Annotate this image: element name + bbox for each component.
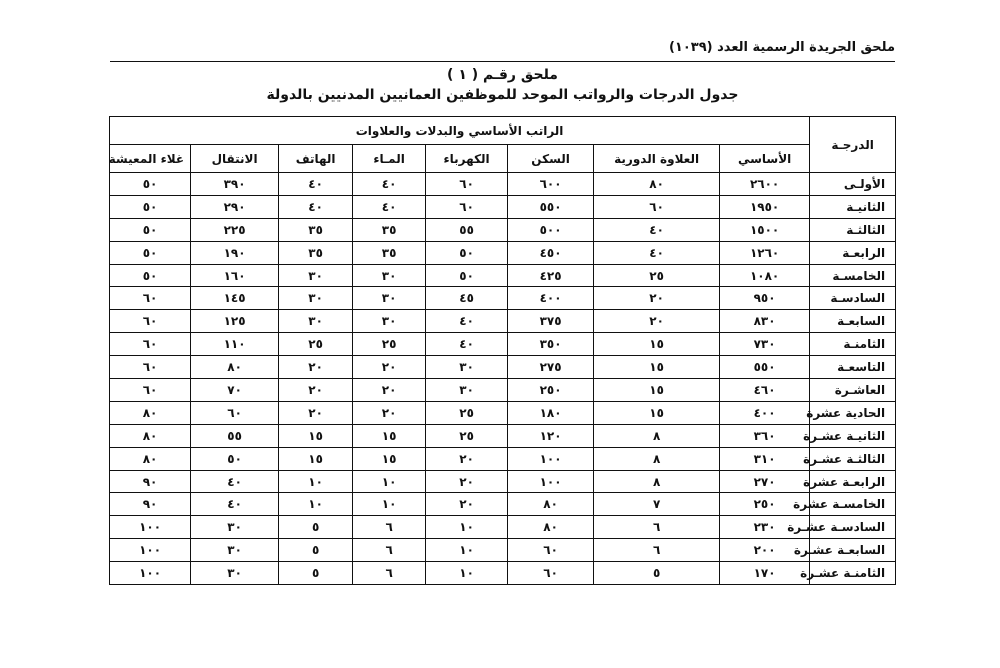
cell-increment: ١٥ [594,356,720,379]
cell-electricity: ٣٠ [426,356,508,379]
cell-basic: ٣٦٠ [720,424,810,447]
cell-electricity: ٦٠ [426,173,508,196]
cell-phone: ٢٠ [279,379,353,402]
table-row [110,241,896,264]
cell-housing: ١٠٠ [508,470,594,493]
cell-grade: السابعـة عشـرة [810,539,896,562]
cell-water: ٦ [353,562,426,585]
cell-increment: ٢٠ [594,310,720,333]
cell-transport: ٤٠ [191,470,279,493]
cell-water: ١٠ [353,493,426,516]
cell-grade: التاسعـة [810,356,896,379]
cell-grade: الخامسـة عشرة [810,493,896,516]
cell-cola: ٩٠ [110,470,191,493]
cell-phone: ١٥ [279,424,353,447]
cell-grade: الثامنـة عشـرة [810,562,896,585]
col-header-group: الراتب الأساسي والبدلات والعلاوات [110,117,810,145]
cell-housing: ٤٥٠ [508,241,594,264]
cell-housing: ٤٢٥ [508,264,594,287]
cell-transport: ١١٠ [191,333,279,356]
table-row [110,447,896,470]
cell-cola: ٩٠ [110,493,191,516]
header-row-group [110,117,896,145]
table-row [110,218,896,241]
cell-phone: ٤٠ [279,173,353,196]
cell-water: ١٥ [353,424,426,447]
cell-cola: ٨٠ [110,424,191,447]
col-header-phone: الهاتف [279,145,353,173]
cell-increment: ١٥ [594,333,720,356]
cell-housing: ٢٧٥ [508,356,594,379]
cell-basic: ٤٦٠ [720,379,810,402]
table-row [110,562,896,585]
cell-basic: ٧٣٠ [720,333,810,356]
table-row [110,287,896,310]
cell-basic: ٨٣٠ [720,310,810,333]
table-row [110,470,896,493]
cell-cola: ٦٠ [110,310,191,333]
cell-cola: ٦٠ [110,356,191,379]
cell-water: ٦ [353,539,426,562]
cell-increment: ٧ [594,493,720,516]
cell-housing: ٨٠ [508,493,594,516]
cell-cola: ٥٠ [110,241,191,264]
cell-water: ٣٠ [353,310,426,333]
cell-electricity: ٢٠ [426,493,508,516]
cell-electricity: ٥٠ [426,264,508,287]
cell-cola: ٨٠ [110,447,191,470]
cell-increment: ٤٠ [594,218,720,241]
cell-phone: ٣٠ [279,310,353,333]
cell-electricity: ٢٠ [426,470,508,493]
cell-increment: ٦٠ [594,195,720,218]
cell-cola: ٥٠ [110,218,191,241]
table-row [110,173,896,196]
table-body [110,173,896,585]
cell-basic: ٩٥٠ [720,287,810,310]
cell-electricity: ٢٥ [426,424,508,447]
cell-increment: ١٥ [594,401,720,424]
cell-transport: ١٩٠ [191,241,279,264]
gazette-header: ملحق الجريدة الرسمية العدد (١٠٣٩) [668,40,895,55]
cell-cola: ٦٠ [110,379,191,402]
table-title: جدول الدرجات والرواتب الموحد للموظفين العمانيين المدنيين بالدولة [266,87,739,103]
table-row [110,356,896,379]
cell-water: ٢٠ [353,401,426,424]
table-row [110,401,896,424]
cell-grade: الثالثـة عشـرة [810,447,896,470]
col-header-basic: الأساسي [720,145,810,173]
cell-basic: ٢٦٠٠ [720,173,810,196]
cell-housing: ٥٠٠ [508,218,594,241]
cell-water: ٤٠ [353,173,426,196]
cell-basic: ٤٠٠ [720,401,810,424]
col-header-water: المـاء [353,145,426,173]
cell-phone: ٥ [279,539,353,562]
cell-cola: ٦٠ [110,333,191,356]
cell-increment: ٦ [594,539,720,562]
cell-cola: ٥٠ [110,173,191,196]
cell-basic: ٢٠٠ [720,539,810,562]
table-row [110,195,896,218]
cell-cola: ٨٠ [110,401,191,424]
table-row [110,379,896,402]
cell-basic: ١٥٠٠ [720,218,810,241]
cell-grade: الثانيـة [810,195,896,218]
cell-increment: ١٥ [594,379,720,402]
cell-grade: الرابعـة [810,241,896,264]
cell-basic: ٢٥٠ [720,493,810,516]
table-row [110,310,896,333]
cell-increment: ٤٠ [594,241,720,264]
cell-housing: ١٨٠ [508,401,594,424]
cell-transport: ٤٠ [191,493,279,516]
col-header-transport: الانتقال [191,145,279,173]
col-header-grade: الدرجـة [810,117,896,173]
cell-electricity: ١٠ [426,539,508,562]
cell-phone: ٤٠ [279,195,353,218]
table-row [110,516,896,539]
cell-housing: ٦٠ [508,562,594,585]
cell-increment: ٦ [594,516,720,539]
cell-phone: ١٠ [279,493,353,516]
cell-transport: ٣٠ [191,539,279,562]
cell-transport: ٥٥ [191,424,279,447]
cell-transport: ٢٩٠ [191,195,279,218]
cell-water: ٤٠ [353,195,426,218]
cell-water: ٣٠ [353,287,426,310]
cell-phone: ١٥ [279,447,353,470]
col-header-electricity: الكهرباء [426,145,508,173]
cell-grade: العاشـرة [810,379,896,402]
cell-grade: الرابعـة عشرة [810,470,896,493]
cell-cola: ٦٠ [110,287,191,310]
cell-grade: السادسـة [810,287,896,310]
cell-grade: الثامنـة [810,333,896,356]
cell-housing: ٣٧٥ [508,310,594,333]
cell-transport: ٧٠ [191,379,279,402]
cell-cola: ١٠٠ [110,562,191,585]
cell-water: ٢٠ [353,379,426,402]
table-row [110,264,896,287]
table-row [110,539,896,562]
cell-transport: ٨٠ [191,356,279,379]
cell-grade: الثانيـة عشـرة [810,424,896,447]
table-row [110,424,896,447]
cell-electricity: ٣٠ [426,379,508,402]
cell-transport: ٦٠ [191,401,279,424]
cell-housing: ٥٥٠ [508,195,594,218]
cell-basic: ١٩٥٠ [720,195,810,218]
cell-water: ٦ [353,516,426,539]
cell-grade: الأولـى [810,173,896,196]
cell-increment: ٨ [594,424,720,447]
cell-water: ٣٥ [353,218,426,241]
salary-grade-table [109,116,896,585]
cell-grade: السادسـة عشـرة [810,516,896,539]
cell-transport: ٣٠ [191,516,279,539]
cell-phone: ٣٠ [279,264,353,287]
cell-cola: ٥٠ [110,195,191,218]
cell-increment: ٥ [594,562,720,585]
cell-electricity: ٤٠ [426,333,508,356]
cell-water: ٣٥ [353,241,426,264]
cell-transport: ١٢٥ [191,310,279,333]
cell-basic: ٢٣٠ [720,516,810,539]
col-header-increment: العلاوة الدورية [594,145,720,173]
cell-electricity: ١٠ [426,562,508,585]
cell-basic: ١٢٦٠ [720,241,810,264]
cell-phone: ٥ [279,562,353,585]
cell-transport: ١٤٥ [191,287,279,310]
cell-electricity: ١٠ [426,516,508,539]
cell-basic: ١٧٠ [720,562,810,585]
cell-electricity: ٤٠ [426,310,508,333]
cell-cola: ١٠٠ [110,539,191,562]
cell-phone: ٢٥ [279,333,353,356]
cell-increment: ٨ [594,447,720,470]
table-row [110,493,896,516]
cell-phone: ٣٥ [279,241,353,264]
cell-phone: ٣٥ [279,218,353,241]
cell-water: ٢٥ [353,333,426,356]
header-row-columns [110,145,896,173]
cell-transport: ٣٠ [191,562,279,585]
cell-electricity: ٥٠ [426,241,508,264]
cell-housing: ١٢٠ [508,424,594,447]
cell-electricity: ٥٥ [426,218,508,241]
cell-transport: ٢٢٥ [191,218,279,241]
cell-cola: ١٠٠ [110,516,191,539]
cell-electricity: ٢٥ [426,401,508,424]
cell-increment: ٨ [594,470,720,493]
cell-increment: ٢٠ [594,287,720,310]
cell-basic: ١٠٨٠ [720,264,810,287]
cell-grade: الثالثـة [810,218,896,241]
cell-water: ٣٠ [353,264,426,287]
cell-basic: ٥٥٠ [720,356,810,379]
annex-title: ملحق رقـم ( ١ ) [447,67,558,83]
cell-increment: ٨٠ [594,173,720,196]
cell-grade: الحادية عشرة [810,401,896,424]
cell-electricity: ٢٠ [426,447,508,470]
cell-transport: ٥٠ [191,447,279,470]
cell-grade: السابعـة [810,310,896,333]
cell-phone: ١٠ [279,470,353,493]
cell-basic: ٣١٠ [720,447,810,470]
cell-phone: ٥ [279,516,353,539]
cell-water: ١٠ [353,470,426,493]
cell-housing: ١٠٠ [508,447,594,470]
col-header-cola: غلاء المعيشة [110,145,191,173]
cell-cola: ٥٠ [110,264,191,287]
cell-housing: ٦٠ [508,539,594,562]
cell-housing: ٨٠ [508,516,594,539]
cell-transport: ٣٩٠ [191,173,279,196]
col-header-housing: السكن [508,145,594,173]
cell-housing: ٢٥٠ [508,379,594,402]
cell-basic: ٢٧٠ [720,470,810,493]
cell-water: ٢٠ [353,356,426,379]
cell-electricity: ٦٠ [426,195,508,218]
cell-housing: ٣٥٠ [508,333,594,356]
cell-water: ١٥ [353,447,426,470]
cell-housing: ٤٠٠ [508,287,594,310]
header-divider [110,61,895,62]
cell-phone: ٣٠ [279,287,353,310]
cell-housing: ٦٠٠ [508,173,594,196]
cell-increment: ٢٥ [594,264,720,287]
cell-transport: ١٦٠ [191,264,279,287]
cell-phone: ٢٠ [279,356,353,379]
table-row [110,333,896,356]
cell-phone: ٢٠ [279,401,353,424]
cell-electricity: ٤٥ [426,287,508,310]
cell-grade: الخامسـة [810,264,896,287]
